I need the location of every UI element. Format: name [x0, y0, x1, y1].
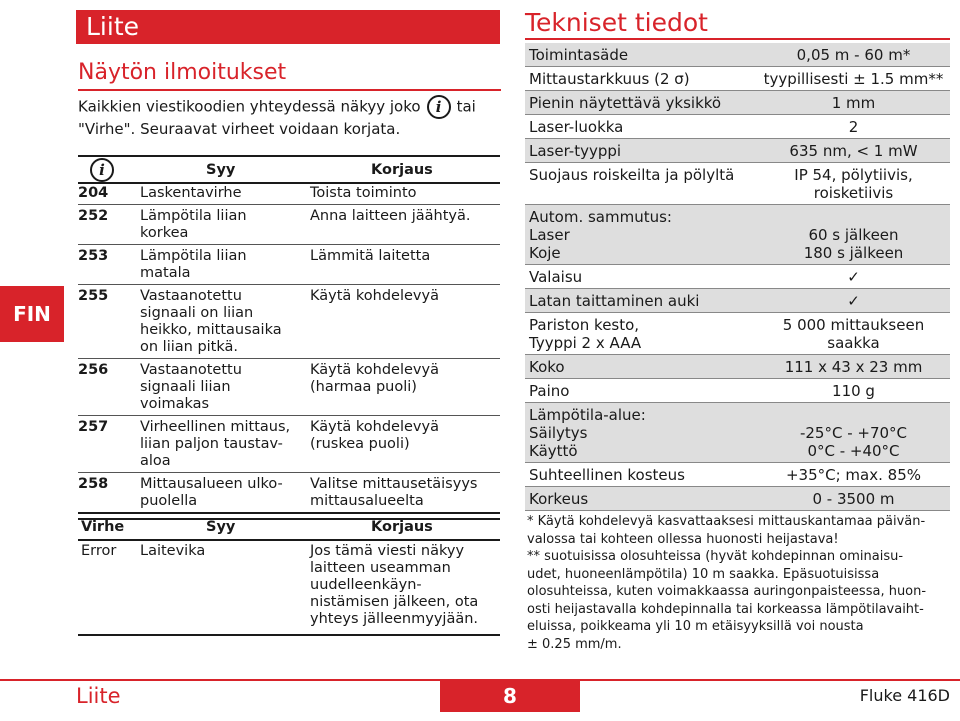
spec-row — [525, 205, 950, 265]
column-header-cause: Syy — [206, 162, 236, 178]
spec-label: Laser-tyyppi — [529, 142, 622, 160]
footnotes — [527, 513, 950, 653]
error-code: 253 — [78, 248, 109, 264]
table-row — [78, 476, 500, 516]
spec-label: Suhteellinen kosteus — [529, 466, 685, 484]
table-row — [78, 248, 500, 288]
error-table — [78, 512, 500, 632]
error-code: 204 — [78, 185, 109, 201]
column-header-fix: Korjaus — [371, 519, 433, 535]
spec-row — [525, 115, 950, 139]
spec-value: 0,05 m - 60 m* — [796, 46, 911, 64]
footnote-line: osti heijastavalla kohdepinnalla tai korkeassa lämpötilavaiht- — [527, 601, 924, 617]
spec-label: Toimintasäde — [529, 46, 629, 64]
spec-value: ✓ — [847, 268, 860, 286]
spec-label: Autom. sammutus: Laser Koje — [529, 208, 672, 262]
error-code: 255 — [78, 288, 109, 304]
spec-row — [525, 487, 950, 511]
error-code: 252 — [78, 208, 109, 224]
table-top-rule — [78, 512, 500, 514]
row-divider — [78, 284, 500, 285]
spec-row — [525, 139, 950, 163]
spec-label: Valaisu — [529, 268, 583, 286]
intro-text-part2: tai — [456, 97, 476, 116]
section-divider — [78, 89, 501, 91]
table-header-row — [78, 158, 500, 182]
spec-label: Pienin näytettävä yksikkö — [529, 94, 722, 112]
table-header-rule — [78, 182, 500, 184]
spec-row — [525, 43, 950, 67]
spec-value: 2 — [848, 118, 859, 136]
error-fix: Jos tämä viesti näkyy laitteen useamman uudelleenkäyn- nistämisen jälkeen, ota yhteys jälleenmyyjään. — [310, 543, 479, 627]
intro-text-part1: Kaikkien viestikoodien yhteydessä näkyy joko — [78, 97, 421, 116]
section-title: Näytön ilmoitukset — [78, 60, 287, 85]
spec-label: Latan taittaminen auki — [529, 292, 700, 310]
spec-label: Paino — [529, 382, 570, 400]
row-divider — [78, 244, 500, 245]
spec-label: Mittaustarkkuus (2 σ) — [529, 70, 690, 88]
spec-value: ✓ — [847, 292, 860, 310]
footer-product-name: Fluke 416D — [859, 686, 950, 705]
table-top-rule — [78, 155, 500, 157]
spec-label: Lämpötila-alue: Säilytys Käyttö — [529, 406, 646, 460]
table-row — [78, 419, 500, 476]
footnote-line: olosuhteissa, kuten voimakkaassa auringonpaisteessa, huon- — [527, 584, 927, 599]
error-fix: Käytä kohdelevyä — [310, 288, 439, 304]
info-icon: i — [427, 95, 451, 119]
spec-row — [525, 289, 950, 313]
error-fix: Lämmitä laitetta — [310, 248, 431, 264]
table-row — [78, 288, 500, 362]
spec-row — [525, 313, 950, 355]
specs-title: Tekniset tiedot — [525, 8, 708, 37]
spec-row — [525, 265, 950, 289]
spec-row — [525, 403, 950, 463]
spec-row — [525, 379, 950, 403]
spec-label: Koko — [529, 358, 565, 376]
table-row — [78, 543, 500, 632]
error-fix: Toista toiminto — [310, 185, 417, 201]
error-cause: Lämpötila liian korkea — [140, 208, 247, 241]
spec-row — [525, 355, 950, 379]
column-header-fix: Korjaus — [371, 162, 433, 178]
footnote-line: ± 0.25 mm/m. — [527, 636, 622, 652]
spec-row — [525, 67, 950, 91]
header-bar — [76, 10, 500, 44]
spec-value: 111 x 43 x 23 mm — [784, 358, 923, 376]
error-code: Error — [81, 543, 117, 559]
error-code: 257 — [78, 419, 109, 435]
message-table — [78, 155, 500, 510]
spec-label: Korkeus — [529, 490, 589, 508]
table-header-rule — [78, 539, 500, 541]
intro-text — [78, 95, 498, 139]
footer-section-label: Liite — [76, 684, 121, 708]
header-title: Liite — [86, 12, 140, 41]
error-code: 256 — [78, 362, 109, 378]
spec-value: 110 g — [832, 382, 875, 400]
error-fix: Käytä kohdelevyä (ruskea puoli) — [310, 419, 439, 452]
error-fix: Valitse mittausetäisyys mittausalueelta — [310, 476, 478, 509]
error-cause: Vastaanotettu signaali liian voimakas — [140, 362, 242, 412]
error-cause: Virheellinen mittaus, liian paljon taustav- aloa — [140, 419, 291, 469]
table-header-row — [78, 515, 500, 539]
column-header-cause: Syy — [206, 519, 236, 535]
footnote-line: ** suotuisissa olosuhteissa (hyvät kohdepinnan ominaisu- — [527, 549, 904, 564]
error-cause: Laitevika — [140, 543, 206, 559]
footnote-line: eluissa, poikkeama yli 10 m etäisyyksillä voi nousta — [527, 619, 864, 634]
spec-row — [525, 163, 950, 205]
specs-divider — [525, 38, 950, 40]
spec-label: Suojaus roiskeilta ja pölyltä — [529, 166, 735, 184]
spec-row — [525, 91, 950, 115]
spec-value: 635 nm, < 1 mW — [789, 142, 918, 160]
spec-value: +35°C; max. 85% — [785, 466, 921, 484]
spec-value: 60 s jälkeen 180 s jälkeen — [803, 226, 904, 262]
intro-text-line2: "Virhe". Seuraavat virheet voidaan korjata. — [78, 120, 401, 138]
spec-value: IP 54, pölytiivis, roisketiivis — [794, 166, 913, 202]
footnote-line: udet, huoneenlämpötila) 10 m saakka. Epäsuotuisissa — [527, 566, 880, 582]
table-bottom-rule — [78, 634, 500, 636]
error-fix: Käytä kohdelevyä (harmaa puoli) — [310, 362, 439, 395]
spec-value: -25°C - +70°C 0°C - +40°C — [799, 424, 908, 460]
error-cause: Laskentavirhe — [140, 185, 242, 201]
spec-value: 0 - 3500 m — [812, 490, 895, 508]
error-fix: Anna laitteen jäähtyä. — [310, 208, 471, 224]
error-code: 258 — [78, 476, 109, 492]
column-header-error: Virhe — [81, 519, 125, 535]
table-row — [78, 362, 500, 419]
spec-value: 1 mm — [831, 94, 876, 112]
spec-label: Laser-luokka — [529, 118, 624, 136]
spec-row-divider — [525, 510, 950, 511]
footnote-line: * Käytä kohdelevyä kasvattaaksesi mittauskantamaa päivän- — [527, 514, 926, 529]
footnote-line: valossa tai kohteen ollessa huonosti heijastava! — [527, 531, 839, 547]
error-cause: Mittausalueen ulko- puolella — [140, 476, 283, 509]
row-divider — [78, 472, 500, 473]
row-divider — [78, 204, 500, 205]
spec-value: tyypillisesti ± 1.5 mm** — [763, 70, 944, 88]
spec-row — [525, 463, 950, 487]
error-cause: Vastaanotettu signaali on liian heikko, mittausaika on liian pitkä. — [140, 288, 282, 355]
row-divider — [78, 358, 500, 359]
error-cause: Lämpötila liian matala — [140, 248, 247, 281]
row-divider — [78, 415, 500, 416]
spec-label: Pariston kesto, Tyyppi 2 x AAA — [529, 316, 642, 352]
page-number: 8 — [440, 680, 580, 712]
info-icon: i — [90, 158, 114, 182]
table-row — [78, 208, 500, 248]
language-tab: FIN — [0, 286, 64, 342]
spec-value: 5 000 mittaukseen saakka — [782, 316, 925, 352]
